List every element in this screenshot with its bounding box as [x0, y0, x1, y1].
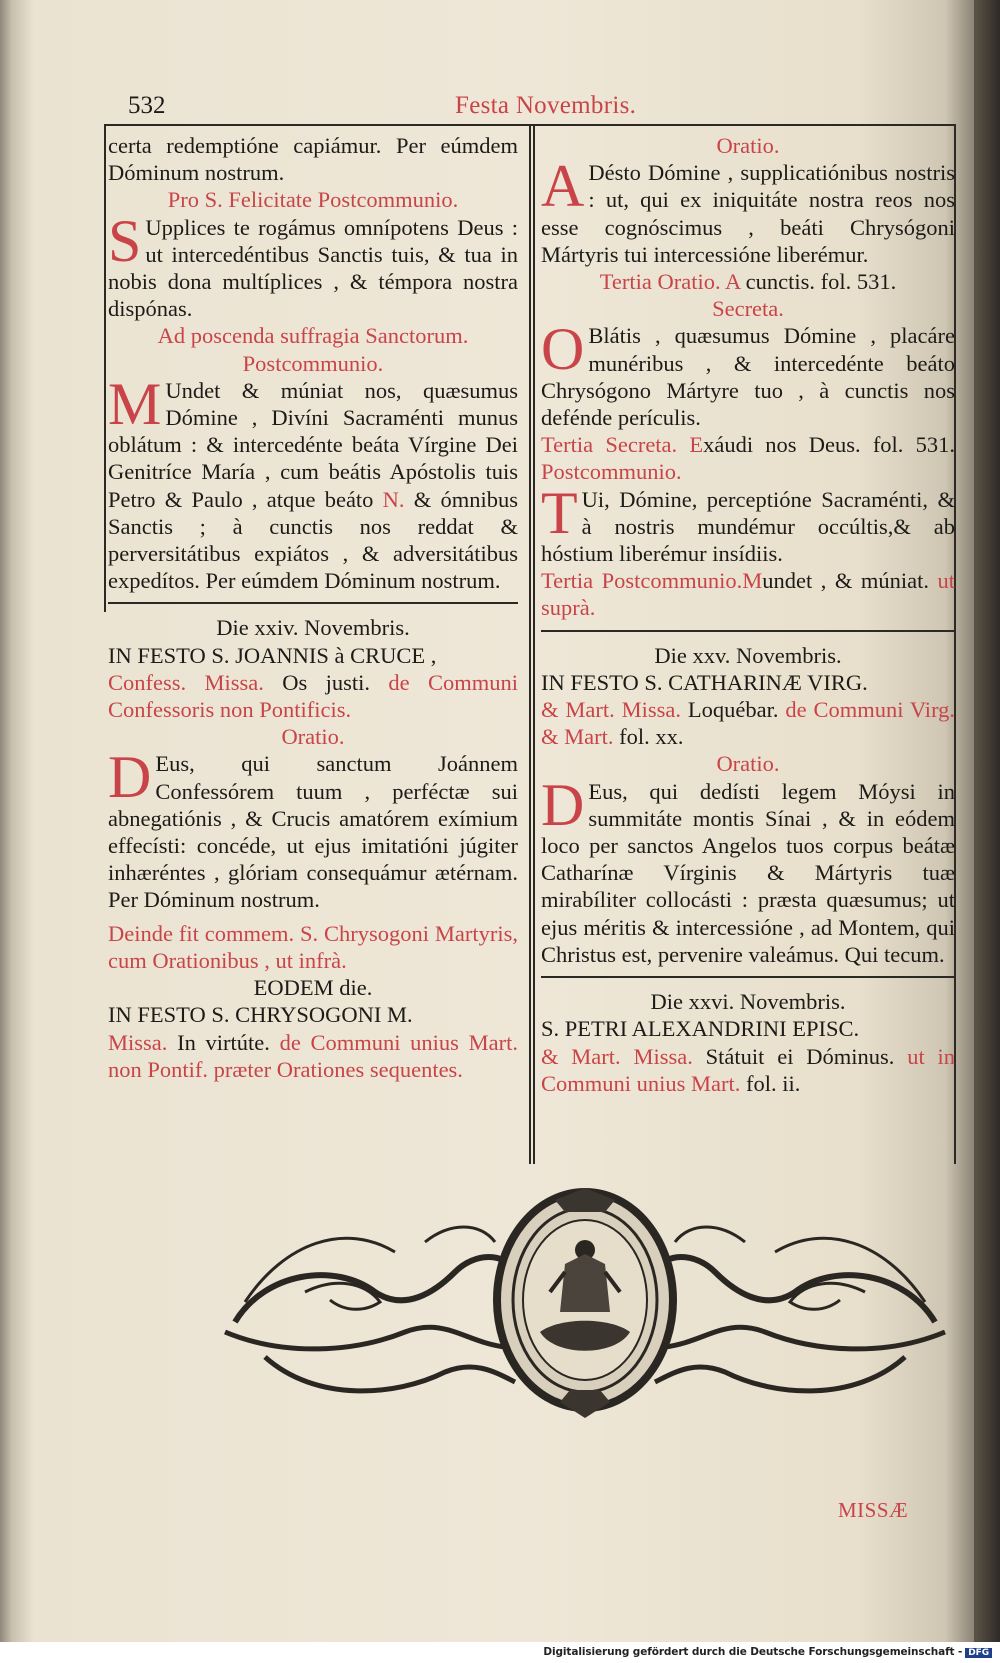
left-column	[108, 132, 518, 1083]
rubric-inline: N.	[382, 486, 405, 512]
initial: M	[742, 568, 763, 594]
divider	[108, 602, 518, 604]
divider	[541, 976, 955, 978]
mass-rubric	[108, 669, 518, 723]
rubric-inline: Confess. Missa.	[108, 669, 264, 695]
folio-ref: fol. xx.	[619, 724, 684, 750]
running-title: Festa Novembris.	[455, 92, 637, 119]
column-divider-2	[533, 124, 535, 1164]
rubric-inline: de Communi Confessoris non Pontificis.	[108, 669, 519, 723]
rubric-inline: Tertia Postcommunio.	[541, 568, 743, 594]
prayer-text: & ómnibus Sanctis ; à cunctis nos reddat & perversitátibus expiátos , & adversitátibus expedítos. Per eúmdem Dóminum nostrum.	[108, 486, 519, 594]
prayer-text: Eus, qui dedísti legem Móysi in summitáte montis Sínai , & in eódem loco per sanctos Angelos tuos corpus beátæ Catharínæ Vírginis & Mártyris tuæ mirabíliter collocásti : præsta quæsumus; ut ejus méritis & intercessióne , ad Montem, qui Christus est, pervenire valeámus. Qui tecum.	[541, 778, 955, 967]
prayer	[541, 153, 955, 268]
prayer	[108, 744, 518, 913]
drop-capital: S	[108, 207, 142, 274]
page-edge	[974, 0, 1000, 1642]
drop-capital: M	[108, 370, 162, 437]
mass-rubric	[541, 1043, 955, 1097]
rubric-inline: Missa.	[108, 1029, 168, 1055]
mass-rubric	[108, 1029, 518, 1083]
date-heading: Die xxv. Novembris.	[654, 642, 842, 668]
prayer	[541, 316, 955, 431]
incipit: n virtúte.	[184, 1029, 270, 1055]
divider	[541, 630, 955, 632]
rubric-line	[541, 567, 955, 621]
right-column	[541, 132, 955, 1097]
drop-capital: D	[108, 744, 152, 811]
rubric-heading: Ad poscenda suffragia Sanctorum.	[157, 323, 469, 349]
prayer	[108, 207, 518, 323]
incipit: xáudi nos Deus. fol. 531.	[703, 432, 956, 458]
woodcut-ornament	[205, 1182, 965, 1422]
rubric-heading: Pro S. Felicitate Postcommunio.	[167, 187, 459, 213]
feast-title: IN FESTO S. JOANNIS à CRUCE ,	[108, 642, 437, 668]
incipit: oquébar.	[701, 697, 779, 723]
drop-capital: T	[541, 479, 578, 546]
rubric-inline: de Communi Virg. & Mart.	[541, 697, 956, 750]
rubric-line	[541, 431, 955, 485]
rubric-inline: de Communi unius Mart. non Pontif. præter Orationes sequentes.	[108, 1029, 518, 1082]
initial: E	[689, 432, 704, 458]
feast-title: IN FESTO S. CATHARINÆ VIRG.	[541, 669, 868, 695]
drop-capital: O	[541, 316, 585, 383]
funding-credit	[543, 1646, 992, 1658]
mass-rubric	[541, 696, 955, 750]
initial: L	[687, 697, 702, 723]
rubric-inline: & Mart. Missa.	[541, 697, 681, 723]
rubric-heading: Oratio.	[716, 751, 780, 777]
credit-text: Digitalisierung gefördert durch die Deutsche Forschungsgemeinschaft -	[543, 1646, 963, 1658]
eodem-heading: EODEM die.	[253, 975, 373, 1001]
initial: A	[725, 269, 741, 295]
rubric-inline: Postcommunio.	[541, 459, 682, 485]
prayer-text: Undet & múniat nos, quæsumus Dómine , Divíni Sacraménti munus oblátum : & intercedénte beáta Vírgine Dei Genitríce María , cum beátis Apóstolis tuis Petro & Paulo , atque beáto	[108, 377, 518, 512]
page-number: 532	[128, 92, 166, 119]
rubric-heading: Oratio.	[281, 724, 345, 750]
date-heading: Die xxiv. Novembris.	[216, 615, 410, 641]
rubric-inline: Tertia Secreta.	[541, 432, 678, 458]
catchword: MISSÆ	[838, 1498, 909, 1522]
rubric-inline: ut suprà.	[541, 568, 956, 621]
prayer-text: Blátis , quæsumus Dómine , placáre munéribus , & intercedénte beáto Chrysógono Mártyre tuo , à cunctis nos defénde perículis.	[541, 323, 955, 431]
prayer	[541, 479, 955, 568]
rubric-inline: & Mart. Missa.	[541, 1043, 693, 1069]
prayer-text: Ui, Dómine, perceptióne Sacraménti, & à nostris mundémur occúltis,& ab hóstium liberémur insídiis.	[541, 486, 955, 567]
drop-capital: D	[541, 771, 585, 838]
initial: I	[177, 1029, 185, 1055]
column-divider	[529, 124, 531, 1164]
prayer-text: Eus, qui sanctum Joánnem Confessórem tuum , perféctæ sui abnegatiónis , & Crucis amatórem exímium effecísti: concéde, ut ejus imitatióni júgiter inhæréntes , glóriam consequámur ætérnam. Per Dóminum nostrum.	[108, 751, 518, 913]
date-heading: Die xxvi. Novembris.	[650, 989, 846, 1015]
rubric-heading: Oratio.	[716, 133, 780, 158]
folio-ref: fol. ii.	[746, 1070, 801, 1096]
prayer	[541, 771, 955, 968]
rubric-heading: Secreta.	[712, 296, 784, 322]
rubric-line	[541, 268, 955, 295]
rubric-inline: Tertia Oratio.	[599, 269, 721, 295]
feast-title: IN FESTO S. CHRYSOGONI M.	[108, 1002, 413, 1028]
prayer	[108, 370, 519, 595]
drop-capital: A	[541, 153, 585, 220]
incipit: tátuit ei Dóminus.	[718, 1043, 895, 1069]
incipit: cunctis. fol. 531.	[745, 269, 897, 295]
prayer-text: Désto Dómine , supplicatiónibus nostris : ut, qui ex iniquitáte nostra reos nos esse cognóscimus , beáti Chrysógoni Mártyris tui intercessióne liberémur.	[541, 160, 955, 267]
frame-left-rule	[104, 124, 106, 612]
incipit: undet , & múniat.	[762, 568, 929, 594]
rubric-inline: ut in Communi unius Mart.	[541, 1043, 956, 1096]
prayer-text: Upplices te rogámus omnípotens Deus : ut intercedéntibus Sanctis tuis, & tua in nobis dona multíplices , & témpora nostra dispónas.	[108, 214, 518, 322]
dfg-logo: DFG	[965, 1648, 992, 1658]
initial: O	[282, 669, 299, 695]
rubric-heading: Postcommunio.	[242, 350, 384, 376]
incipit: s justi.	[298, 669, 371, 695]
paragraph: certa redemptióne capiámur. Per eúmdem Dóminum nostrum.	[108, 133, 518, 186]
feast-title: S. PETRI ALEXANDRINI EPISC.	[541, 1016, 860, 1042]
rubric-note: Deinde fit commem. S. Chrysogoni Martyris, cum Orationibus , ut infrà.	[108, 920, 518, 973]
initial: S	[705, 1043, 719, 1069]
